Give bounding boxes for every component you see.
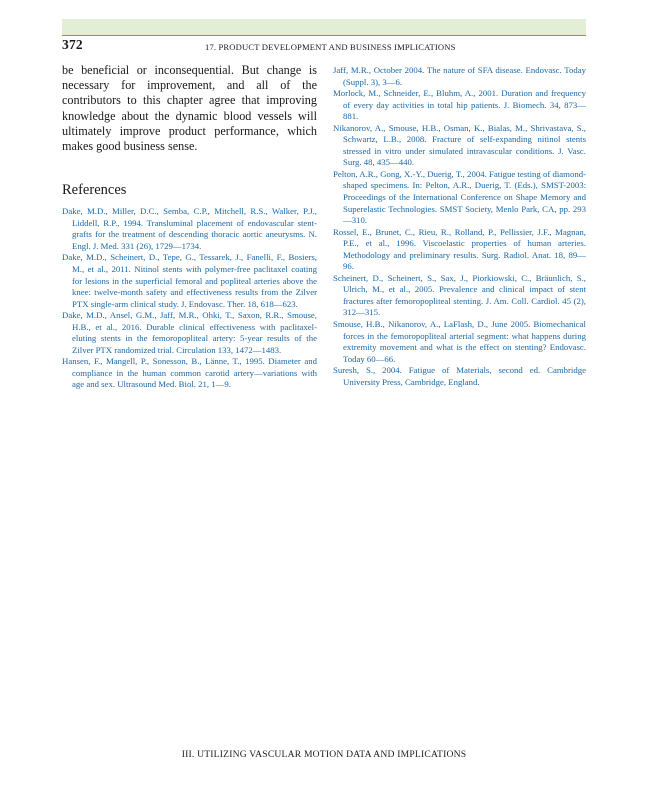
reference-entry[interactable]: Dake, M.D., Scheinert, D., Tepe, G., Tessarek, J., Fanelli, F., Bosiers, M., et al., 2011. Nitinol stents with polymer-free paclitaxel coating for lesions in the superficial femoral and popliteal arteries above the knee: twelve-month safety and effectiveness results from the Zilver PTX single-arm clinical study. J. Endovasc. Ther. 18, 618—623. xyxy=(62,252,317,309)
reference-entry[interactable]: Morlock, M., Schneider, E., Bluhm, A., 2001. Duration and frequency of every day activities in total hip patients. J. Biomech. 34, 873—881. xyxy=(333,88,586,122)
reference-entry[interactable]: Jaff, M.R., October 2004. The nature of SFA disease. Endovasc. Today (Suppl. 3), 3—6. xyxy=(333,65,586,87)
running-footer: III. UTILIZING VASCULAR MOTION DATA AND IMPLICATIONS xyxy=(181,749,467,760)
reference-entry[interactable]: Smouse, H.B., Nikanorov, A., LaFlash, D., June 2005. Biomechanical forces in the femoropopliteal arterial segment: what happens during extremity movement and what is the effect on stenting? Endovasc. Today 60—66. xyxy=(333,319,586,364)
body-paragraph: be beneficial or inconsequential. But change is necessary for improvement, and all of the contributors to this chapter agree that improving knowledge about the dynamic blood vessels will ultimately improve product performance, which makes good business sense. xyxy=(62,63,317,154)
left-column xyxy=(62,63,317,391)
reference-entry[interactable]: Dake, M.D., Miller, D.C., Semba, C.P., Mitchell, R.S., Walker, P.J., Liddell, R.P., 1994. Transluminal placement of endovascular stent-grafts for the treatment of descending thoracic aortic aneurysms. N. Engl. J. Med. 331 (26), 1729—1734. xyxy=(62,206,317,251)
reference-entry[interactable]: Pelton, A.R., Gong, X.-Y., Duerig, T., 2004. Fatigue testing of diamond-shaped specimens. In: Pelton, A.R., Duerig, T. (Eds.), SMST-2003: Proceedings of the International Conference on Shape Memory and Superelastic Technologies. SMST Society, Menlo Park, CA, pp. 293—310. xyxy=(333,168,586,226)
reference-entry[interactable]: Rossel, E., Brunet, C., Rieu, R., Rolland, P., Pellissier, J.F., Magnan, P.E., et al., 1996. Viscoelastic properties of human arteries. Methodology and preliminary results. Surg. Radiol. Anat. 18, 89—96. xyxy=(333,226,586,272)
page-number: 372 xyxy=(62,37,83,52)
reference-entry[interactable]: Scheinert, D., Scheinert, S., Sax, J., Piorkiowski, C., Bräunlich, S., Ulrich, M., et al., 2005. Prevalence and clinical impact of stent fractures after femoropopliteal stenting. J. Am. Coll. Cardiol. 45 (2), 312—315. xyxy=(333,272,586,318)
header-band xyxy=(62,19,586,35)
reference-entry[interactable]: Nikanorov, A., Smouse, H.B., Osman, K., Bialas, M., Shrivastava, S., Schwartz, L.B., 2008. Fracture of self-expanding nitinol stents stressed in vitro under simulated intravascular conditions. J. Vasc. Surg. 48, 435—440. xyxy=(333,122,586,168)
header-rule xyxy=(62,35,586,36)
right-column xyxy=(333,65,586,388)
reference-entry[interactable]: Hansen, F., Mangell, P., Sonesson, B., Länne, T., 1995. Diameter and compliance in the human common carotid artery—variations with age and sex. Ultrasound Med. Biol. 21, 1—9. xyxy=(62,356,317,390)
references-heading: References xyxy=(62,182,127,199)
reference-entry[interactable]: Suresh, S., 2004. Fatigue of Materials, second ed. Cambridge University Press, Cambridge, England. xyxy=(333,365,586,387)
running-header: 17. PRODUCT DEVELOPMENT AND BUSINESS IMPLICATIONS xyxy=(205,42,456,52)
reference-entry[interactable]: Dake, M.D., Ansel, G.M., Jaff, M.R., Ohki, T., Saxon, R.R., Smouse, H.B., et al., 2016. Durable clinical effectiveness with paclitaxel-eluting stents in the femoropopliteal artery: 5-year results of the Zilver PTX randomized trial. Circulation 133, 1472—1483. xyxy=(62,310,317,355)
